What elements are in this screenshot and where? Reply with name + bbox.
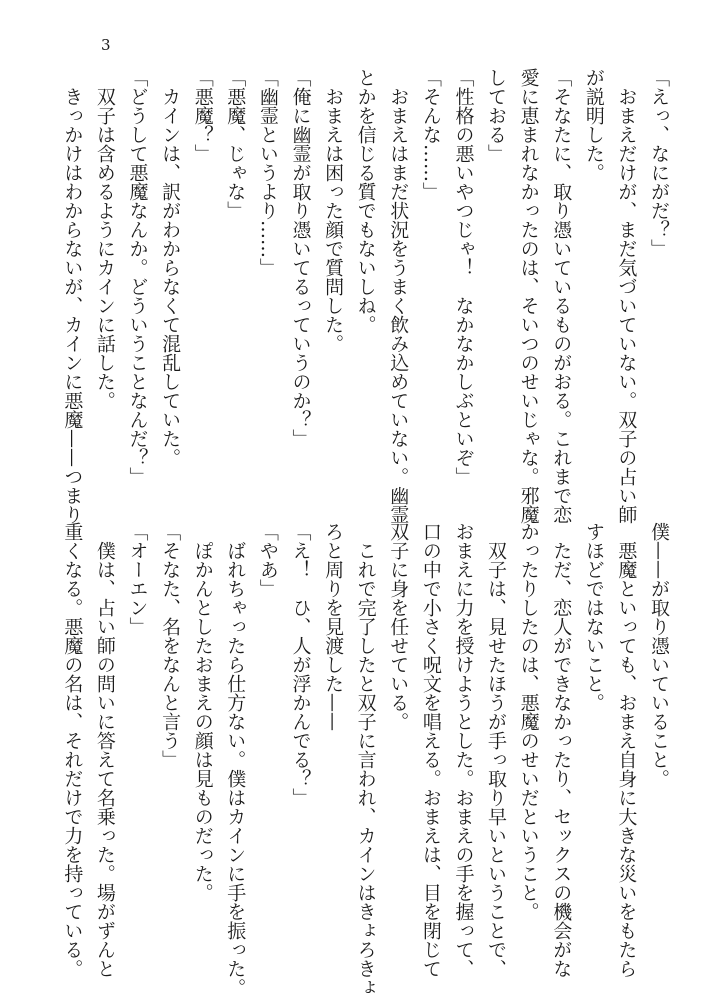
- text-line: おまえに力を授けようとした。おまえの手を握って、: [452, 522, 475, 978]
- text-line: 「そなたに、取り憑いているものがおる。これまで恋: [550, 68, 573, 524]
- page-number: 3: [101, 36, 111, 54]
- text-line: とかを信じる質でもないしね。: [354, 68, 377, 334]
- text-line: 「オーエン」: [126, 522, 149, 636]
- text-line: 「どうして悪魔なんか。どういうことなんだ？」: [126, 68, 149, 486]
- text-line: 「そなた、名をなんと言う」: [159, 522, 182, 769]
- text-block-bottom: [56, 522, 675, 997]
- text-line: 悪魔といっても、おまえ自身に大きな災いをもたら: [615, 522, 638, 978]
- text-line: しておる」: [485, 68, 508, 163]
- text-line: 重くなる。悪魔の名は、それだけで力を持っている。: [61, 522, 84, 978]
- text-line: すほどではないこと。: [582, 522, 605, 712]
- text-line: きっかけはわからないが、カインに悪魔——つまり: [61, 68, 84, 524]
- text-line: 口の中で小さく呪文を唱える。おまえは、目を閉じて: [419, 522, 442, 978]
- text-line: が説明した。: [582, 68, 605, 182]
- text-line: かったりしたのは、悪魔のせいだということ。: [517, 522, 540, 921]
- text-line: 「俺に幽霊が取り憑いてるっていうのか？」: [289, 68, 312, 448]
- text-line: 「えっ、なにがだ？」: [648, 68, 670, 258]
- text-line: 双子は含めるようにカインに話した。: [93, 68, 116, 410]
- text-line: 双子は、見せたほうが手っ取り早いということで、: [485, 522, 508, 978]
- text-line: ろと周りを見渡した——: [322, 522, 345, 731]
- text-line: 「え！ ひ、人が浮かんでる？」: [289, 522, 312, 807]
- text-line: ぽかんとしたおまえの顔は見ものだった。: [191, 522, 214, 902]
- text-line: 僕は、占い師の問いに答えて名乗った。場がずんと: [93, 522, 116, 978]
- text-line: 双子に身を任せている。: [387, 522, 410, 731]
- text-line: 「悪魔、じゃな」: [224, 68, 247, 220]
- text-line: 「悪魔？」: [191, 68, 214, 163]
- text-line: これで完了したと双子に言われ、カインはきょろきょ: [354, 522, 377, 997]
- text-line: 「そんな……」: [419, 68, 442, 201]
- text-line: 「幽霊というより……」: [256, 68, 279, 277]
- text-line: ばれちゃったら仕方ない。僕はカインに手を振った。: [224, 522, 247, 997]
- text-block-top: [56, 68, 675, 524]
- text-line: ただ、恋人ができなかったり、セックスの機会がな: [550, 522, 573, 978]
- text-line: 「やあ」: [256, 522, 279, 598]
- text-line: 愛に恵まれなかったのは、そいつのせいじゃな。邪魔: [517, 68, 540, 524]
- text-line: おまえは困った顔で質問した。: [322, 68, 345, 353]
- text-line: 僕——が取り憑いていること。: [648, 522, 670, 788]
- text-line: おまえだけが、まだ気づいていない。双子の占い師: [615, 68, 638, 524]
- text-line: おまえはまだ状況をうまく飲み込めていない。幽霊: [387, 68, 410, 524]
- text-line: 「性格の悪いやつじゃ！ なかなかしぶといぞ」: [452, 68, 475, 486]
- text-line: カインは、訳がわからなくて混乱していた。: [159, 68, 182, 467]
